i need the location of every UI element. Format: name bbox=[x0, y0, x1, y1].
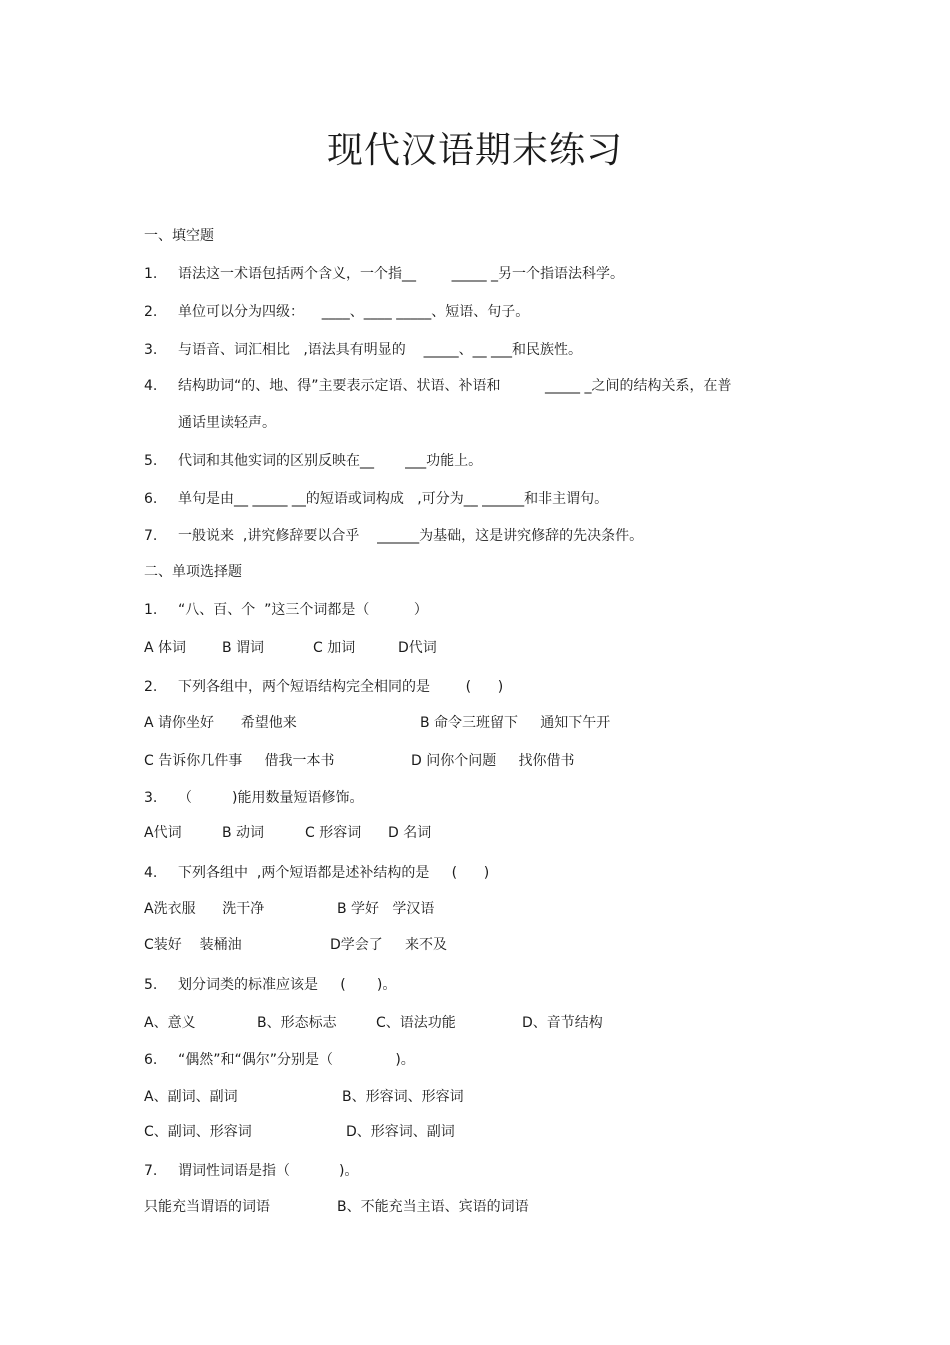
option-d: D代词 bbox=[398, 640, 437, 656]
option-b: B 命令三班留下 通知下午开 bbox=[420, 715, 611, 731]
question-text: 下列各组中 ,两个短语都是述补结构的是 ( ) bbox=[178, 865, 490, 881]
option-b: B、形容词、形容词 bbox=[342, 1089, 464, 1105]
question-number: 7. bbox=[144, 1163, 158, 1179]
question-text: （ )能用数量短语修饰。 bbox=[178, 790, 364, 806]
option-a: A代词 bbox=[144, 825, 182, 841]
question-text: “偶然”和“偶尔”分别是（ )。 bbox=[178, 1052, 415, 1068]
item-number: 4. bbox=[144, 378, 158, 394]
item-number: 3. bbox=[144, 342, 158, 358]
option-d: D、形容词、副词 bbox=[346, 1124, 455, 1140]
fill-blank-item: 语法这一术语包括两个含义，一个指__ _____ _另一个指语法科学。 bbox=[178, 266, 625, 282]
item-number: 7. bbox=[144, 528, 158, 544]
option-b: B 谓词 bbox=[222, 640, 265, 656]
option-a: A洗衣服 洗干净 bbox=[144, 901, 265, 917]
option-a: A 请你坐好 希望他来 bbox=[144, 715, 297, 731]
section-heading-fill-blank: 一、填空题 bbox=[144, 228, 214, 244]
item-number: 5. bbox=[144, 453, 158, 469]
fill-blank-item: 与语音、词汇相比 ,语法具有明显的 _____、__ ___和民族性。 bbox=[178, 342, 583, 358]
option-c: C、副词、形容词 bbox=[144, 1124, 252, 1140]
question-number: 4. bbox=[144, 865, 158, 881]
question-text: “八、百、个 ”这三个词都是（ ） bbox=[178, 602, 428, 618]
question-text: 划分词类的标准应该是 ( )。 bbox=[178, 977, 397, 993]
option-a: 只能充当谓语的词语 bbox=[144, 1199, 270, 1215]
item-number: 1. bbox=[144, 266, 158, 282]
fill-blank-item: 单位可以分为四级： ____、____ _____、短语、句子。 bbox=[178, 304, 530, 320]
question-number: 6. bbox=[144, 1052, 158, 1068]
option-c: C 形容词 bbox=[305, 825, 362, 841]
section-heading-single-choice: 二、单项选择题 bbox=[144, 564, 242, 580]
fill-blank-item: 结构助词“的、地、得”主要表示定语、状语、补语和 _____ _之间的结构关系，在普 bbox=[178, 378, 732, 394]
question-number: 2. bbox=[144, 679, 158, 695]
option-d: D、音节结构 bbox=[522, 1015, 603, 1031]
option-a: A、意义 bbox=[144, 1015, 196, 1031]
option-d: D学会了 来不及 bbox=[330, 937, 448, 953]
question-number: 3. bbox=[144, 790, 158, 806]
option-c: C、语法功能 bbox=[376, 1015, 456, 1031]
question-text: 下列各组中，两个短语结构完全相同的是 ( ) bbox=[178, 679, 504, 695]
option-b: B 学好 学汉语 bbox=[337, 901, 435, 917]
item-number: 6. bbox=[144, 491, 158, 507]
option-d: D 问你个问题 找你借书 bbox=[411, 753, 575, 769]
fill-blank-item: 一般说来 ,讲究修辞要以合乎 ______为基础，这是讲究修辞的先决条件。 bbox=[178, 528, 644, 544]
option-b: B、不能充当主语、宾语的词语 bbox=[337, 1199, 529, 1215]
fill-blank-item: 单句是由__ _____ __的短语或词构成 ,可分为__ ______和非主谓句。 bbox=[178, 491, 609, 507]
question-text: 谓词性词语是指（ )。 bbox=[178, 1163, 359, 1179]
option-a: A、副词、副词 bbox=[144, 1089, 238, 1105]
option-a: A 体词 bbox=[144, 640, 187, 656]
fill-blank-item: 代词和其他实词的区别反映在__ ___功能上。 bbox=[178, 453, 483, 469]
option-b: B、形态标志 bbox=[257, 1015, 337, 1031]
option-b: B 动词 bbox=[222, 825, 265, 841]
option-c: C装好 装桶油 bbox=[144, 937, 242, 953]
option-d: D 名词 bbox=[388, 825, 432, 841]
option-c: C 加词 bbox=[313, 640, 356, 656]
item-number: 2. bbox=[144, 304, 158, 320]
option-c: C 告诉你几件事 借我一本书 bbox=[144, 753, 335, 769]
fill-blank-item-continuation: 通话里读轻声。 bbox=[178, 415, 276, 431]
question-number: 5. bbox=[144, 977, 158, 993]
page-title: 现代汉语期末练习 bbox=[326, 130, 623, 171]
question-number: 1. bbox=[144, 602, 158, 618]
